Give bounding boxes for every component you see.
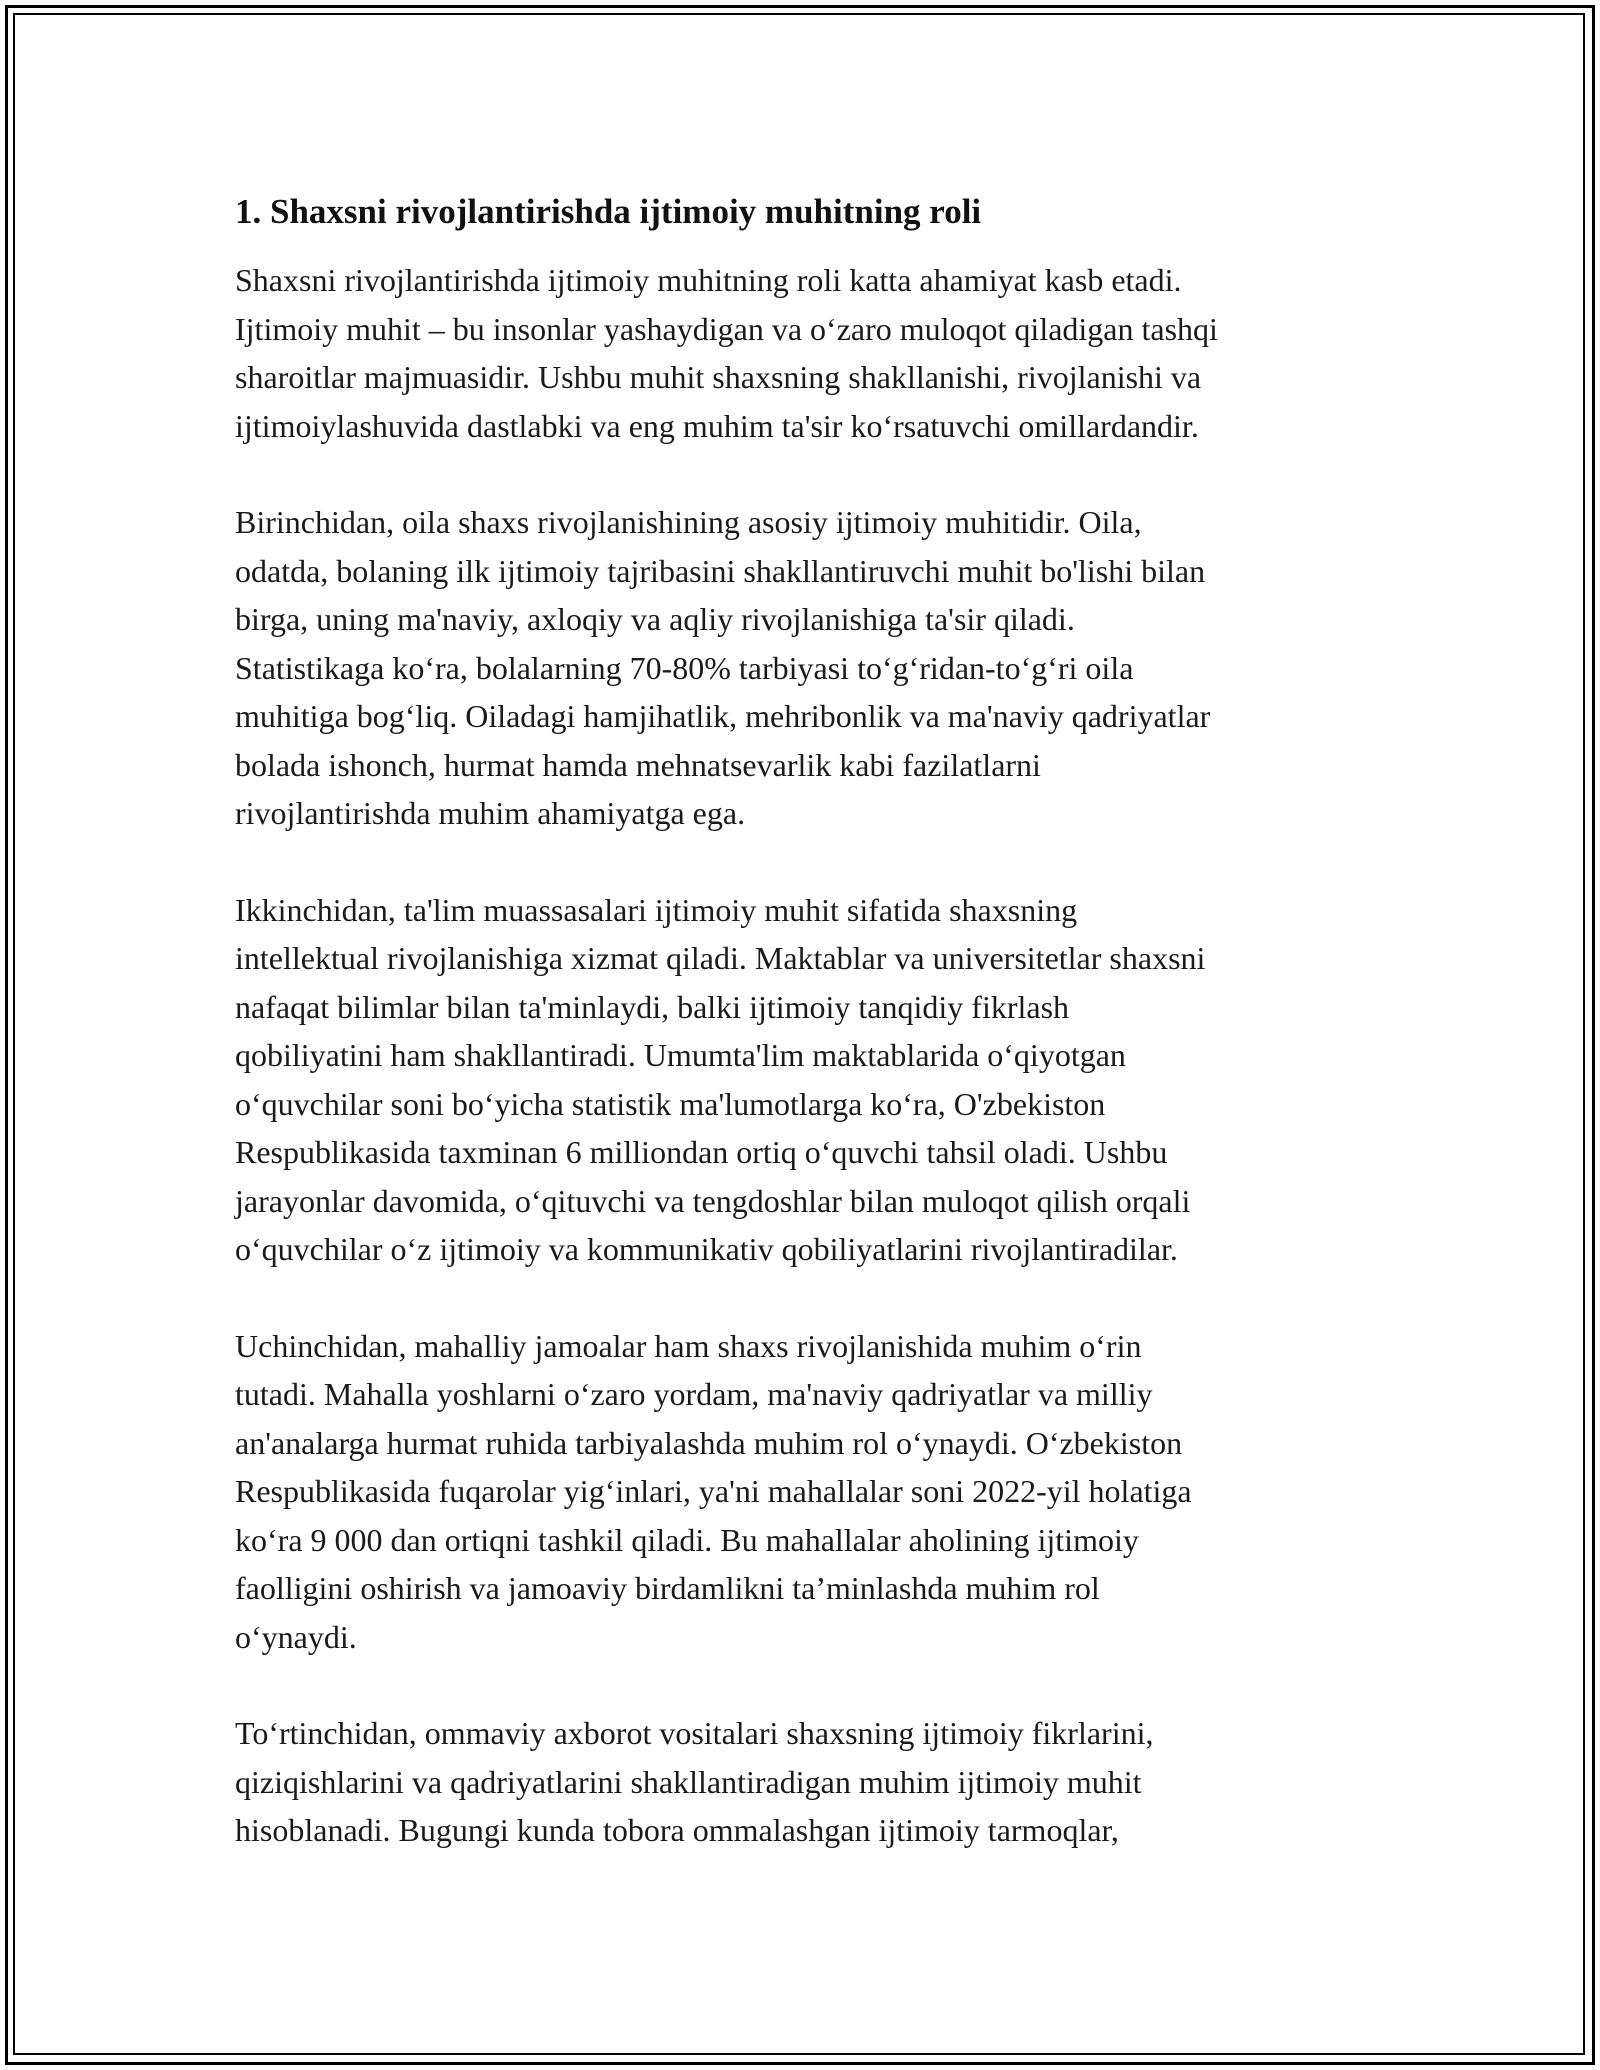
paragraph-fourth: To‘rtinchidan, ommaviy axborot vositalari shaxsning ijtimoiy fikrlarini, qiziqishlarini va qadriyatlarini shakllantiradigan muhim ijtimoiy muhit hisoblanadi. Bugungi kunda tobora ommalashgan ijtimoiy tarmoqlar, [235,1715,1154,1848]
paragraph-third: Uchinchidan, mahalliy jamoalar ham shaxs rivojlanishida muhim o‘rin tutadi. Mahalla yoshlarni o‘zaro yordam, ma'naviy qadriyatlar va milliy an'analarga hurmat ruhida tarbiyalashda muhim rol o‘ynaydi. O‘zbekiston Respublikasida fuqarolar yig‘inlari, ya'ni mahallalar soni 2022-yil holatiga ko‘ra 9 000 dan ortiqni tashkil qiladi. Bu mahallalar aholining ijtimoiy faolligini oshirish va jamoaviy birdamlikni ta’minlashda muhim rol o‘ynaydi. [235,1327,1192,1655]
paragraph-second: Ikkinchidan, ta'lim muassasalari ijtimoiy muhit sifatida shaxsning intellektual rivojlanishiga xizmat qiladi. Maktablar va universitetlar shaxsni nafaqat bilimlar bilan ta'minlaydi, balki ijtimoiy tanqidiy fikrlash qobiliyatini ham shakllantiradi. Umumta'lim maktablarida o‘qiyotgan o‘quvchilar soni bo‘yicha statistik ma'lumotlarga ko‘ra, O'zbekiston Respublikasida taxminan 6 milliondan ortiq o‘quvchi tahsil oladi. Ushbu jarayonlar davomida, o‘qituvchi va tengdoshlar bilan muloqot qilish orqali o‘quvchilar o‘z ijtimoiy va kommunikativ qobiliyatlarini rivojlantiradilar. [235,891,1206,1267]
section-heading: 1. Shaxsni rivojlantirishda ijtimoiy muhitning roli [235,192,982,231]
document-body [235,188,1375,1903]
paragraph-intro: Shaxsni rivojlantirishda ijtimoiy muhitning roli katta ahamiyat kasb etadi. Ijtimoiy muhit – bu insonlar yashaydigan va o‘zaro muloqot qiladigan tashqi sharoitlar majmuasidir. Ushbu muhit shaxsning shakllanishi, rivojlanishi va ijtimoiylashuvida dastlabki va eng muhim ta'sir ko‘rsatuvchi omillardandir. [235,262,1218,444]
paragraph-first: Birinchidan, oila shaxs rivojlanishining asosiy ijtimoiy muhitidir. Oila, odatda, bolaning ilk ijtimoiy tajribasini shakllantiruvchi muhit bo'lishi bilan birga, uning ma'naviy, axloqiy va aqliy rivojlanishiga ta'sir qiladi. Statistikaga ko‘ra, bolalarning 70-80% tarbiyasi to‘g‘ridan-to‘g‘ri oila muhitiga bog‘liq. Oiladagi hamjihatlik, mehribonlik va ma'naviy qadriyatlar bolada ishonch, hurmat hamda mehnatsevarlik kabi fazilatlarni rivojlantirishda muhim ahamiyatga ega. [235,504,1211,831]
